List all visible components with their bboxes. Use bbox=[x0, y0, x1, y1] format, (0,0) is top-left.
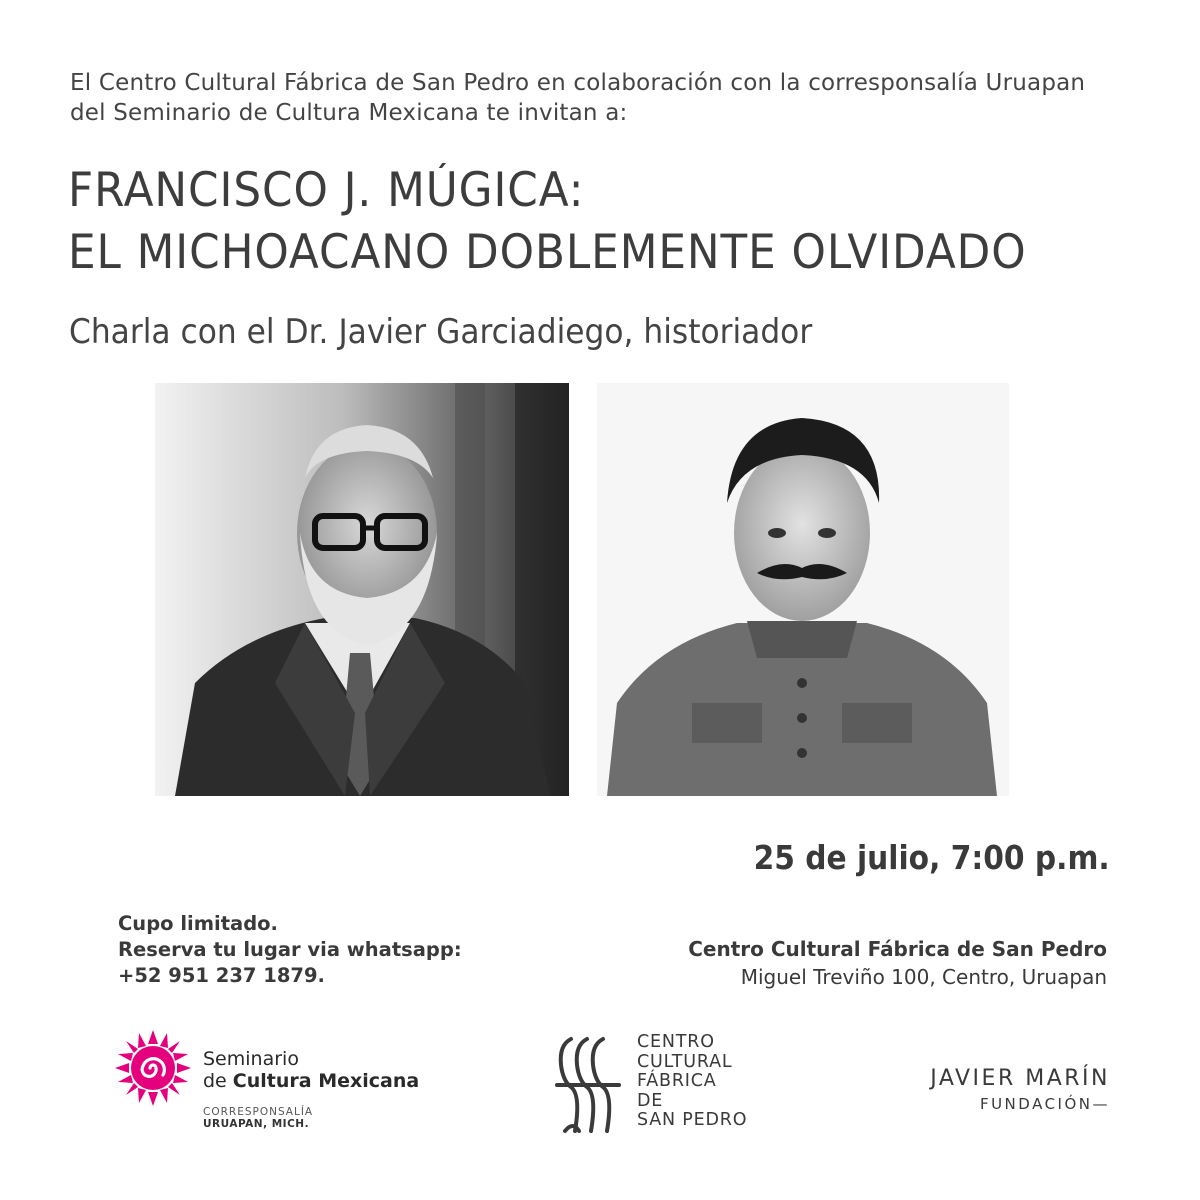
fabrica-logo-line-5: SAN PEDRO bbox=[637, 1110, 748, 1130]
seminario-logo bbox=[115, 1028, 435, 1138]
fundacion-logo-line-2: FUNDACIÓN— bbox=[979, 1095, 1110, 1113]
fabrica-logo-line-3: FÁBRICA bbox=[637, 1071, 717, 1091]
intro-text bbox=[70, 68, 1140, 128]
event-subtitle: Charla con el Dr. Javier Garciadiego, historiador bbox=[69, 312, 813, 352]
venue-name: Centro Cultural Fábrica de San Pedro bbox=[688, 937, 1107, 961]
seminario-logo-line-1: Seminario bbox=[203, 1048, 299, 1070]
event-title bbox=[68, 160, 1027, 284]
fundacion-logo-line-1: JAVIER MARÍN bbox=[930, 1066, 1110, 1091]
sun-spiral-icon bbox=[115, 1030, 191, 1106]
whatsapp-number: +52 951 237 1879. bbox=[118, 964, 325, 987]
fabrica-logo-line-2: CULTURAL bbox=[637, 1051, 733, 1072]
reservation-line-2: Reserva tu lugar via whatsapp: bbox=[118, 938, 462, 961]
venue-info bbox=[688, 935, 1107, 991]
fsp-monogram-icon bbox=[553, 1035, 623, 1135]
seminario-logo-line-2-prefix: de bbox=[203, 1070, 233, 1092]
reservation-line-1: Cupo limitado. bbox=[118, 912, 278, 935]
fabrica-logo-text bbox=[637, 1033, 747, 1131]
speaker-photo bbox=[155, 383, 569, 796]
event-title-line-2: EL MICHOACANO DOBLEMENTE OLVIDADO bbox=[68, 225, 1027, 280]
fundacion-logo bbox=[880, 1066, 1110, 1113]
reservation-info bbox=[118, 911, 462, 989]
intro-line-1: El Centro Cultural Fábrica de San Pedro en colaboración con la corresponsalía Uruapan bbox=[70, 70, 1086, 96]
seminario-logo-line-2-bold: Cultura Mexicana bbox=[232, 1070, 420, 1092]
intro-line-2: del Seminario de Cultura Mexicana te invitan a: bbox=[70, 100, 628, 126]
event-date: 25 de julio, 7:00 p.m. bbox=[753, 838, 1110, 877]
fabrica-logo-line-1: CENTRO bbox=[637, 1032, 715, 1052]
seminario-logo-line-4: URUAPAN, MICH. bbox=[203, 1118, 310, 1130]
fabrica-logo-line-4: DE bbox=[637, 1090, 664, 1111]
fabrica-logo bbox=[553, 1033, 773, 1143]
seminario-logo-line-3: CORRESPONSALÍA bbox=[203, 1106, 314, 1118]
mugica-photo bbox=[597, 383, 1009, 796]
venue-address: Miguel Treviño 100, Centro, Uruapan bbox=[740, 965, 1107, 989]
event-title-line-1: FRANCISCO J. MÚGICA: bbox=[68, 163, 585, 218]
